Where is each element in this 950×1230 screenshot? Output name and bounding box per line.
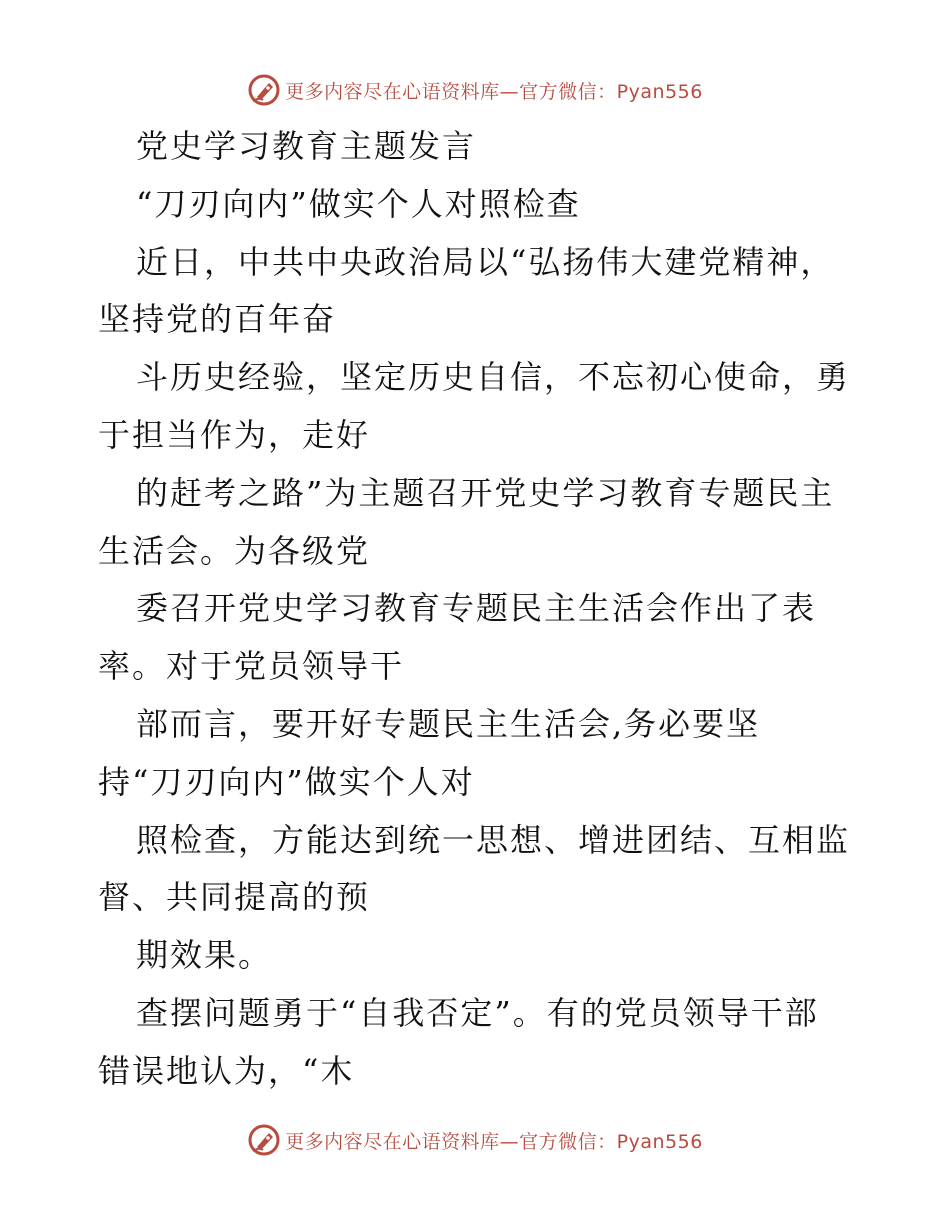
text-line: 期效果。	[136, 936, 273, 975]
text-line: 委召开党史学习教育专题民主生活会作出了表	[136, 589, 817, 628]
pen-nib-logo-icon	[247, 1123, 281, 1157]
text-line: 错误地认为，“木	[98, 1051, 355, 1090]
text-line: 督、共同提高的预	[98, 878, 371, 917]
text-line: 生活会。为各级党	[98, 531, 371, 570]
text-line: 照检查，方能达到统一思想、增进团结、互相监	[136, 820, 851, 859]
text-line: 斗历史经验，坚定历史自信，不忘初心使命，勇	[136, 358, 851, 397]
text-line: 率。对于党员领导干	[98, 647, 405, 686]
document-title: 党史学习教育主题发言	[136, 127, 477, 165]
watermark-text: 更多内容尽在心语资料库—官方微信：Pyan556	[285, 80, 703, 103]
document-body	[98, 118, 858, 1101]
text-line: 的赶考之路”为主题召开党史学习教育专题民主	[136, 473, 835, 512]
text-line: 查摆问题勇于“自我否定”。有的党员领导干部	[136, 993, 819, 1032]
footer-watermark	[0, 1120, 950, 1160]
text-line: 部而言，要开好专题民主生活会,务必要坚	[136, 704, 761, 743]
header-watermark	[0, 70, 950, 110]
pen-nib-logo-icon	[247, 73, 281, 107]
watermark-text: 更多内容尽在心语资料库—官方微信：Pyan556	[285, 1130, 703, 1153]
text-line: 坚持党的百年奋	[98, 300, 337, 339]
text-line: 近日，中共中央政治局以“弘扬伟大建党精神，	[136, 242, 835, 281]
document-subtitle: “刀刃向内”做实个人对照检查	[136, 184, 581, 223]
text-line: 于担当作为，走好	[98, 415, 371, 454]
text-line: 持“刀刃向内”做实个人对	[98, 762, 475, 801]
